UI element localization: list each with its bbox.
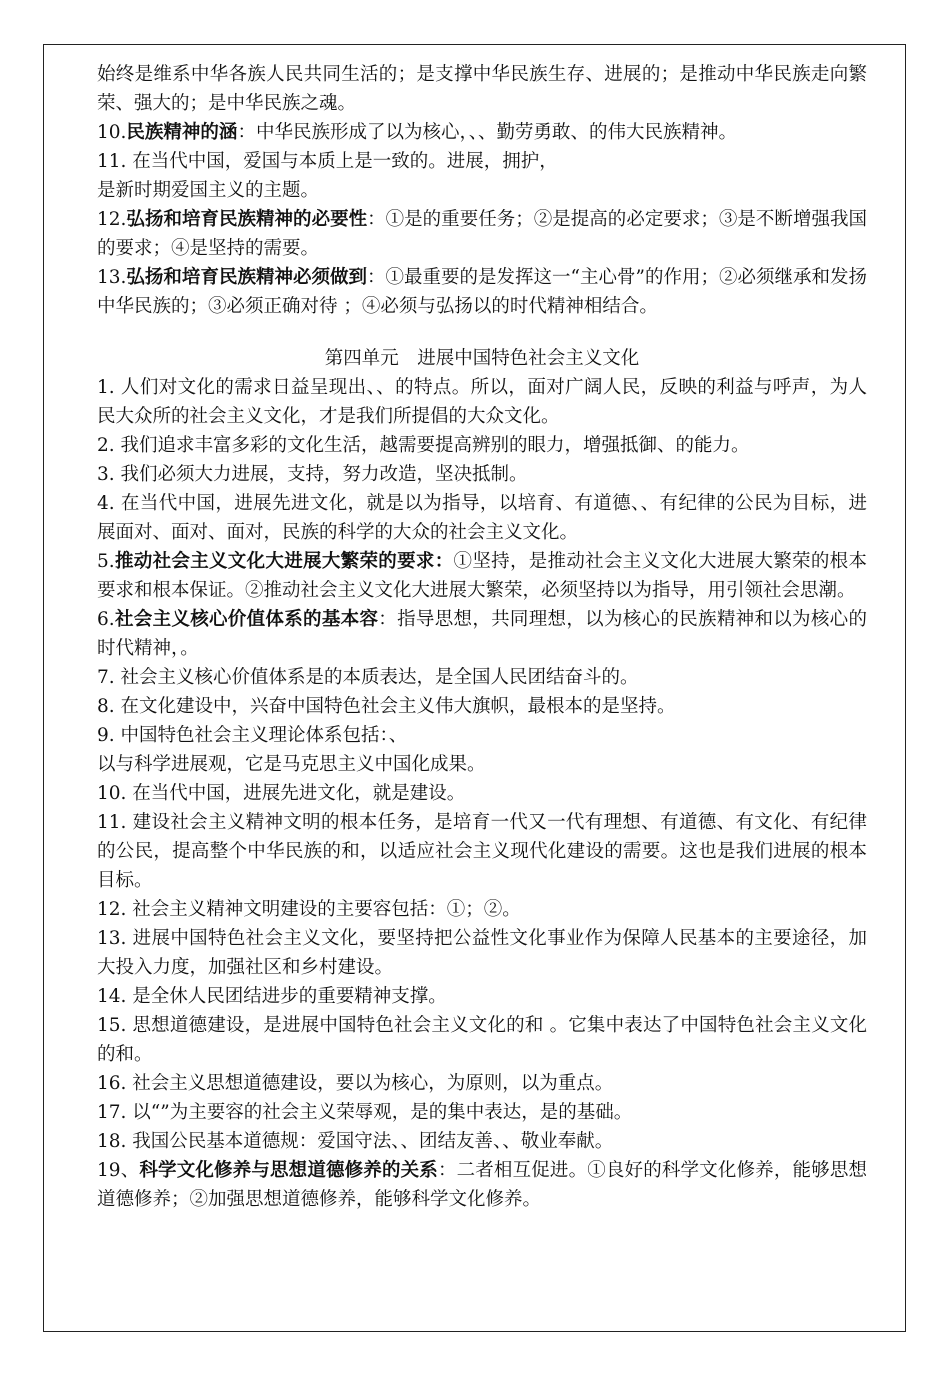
paragraph-5	[97, 547, 867, 605]
paragraph-11-line2: 是新时期爱国主义的主题。	[97, 180, 320, 201]
item-text: ：①是的重要任务；②是提高的必定要求；③是不断增强我国的要求；④是坚持的需要。	[97, 209, 867, 259]
paragraph-16: 16. 社会主义思想道德建设，要以为核心，为原则，以为重点。	[97, 1073, 614, 1094]
paragraph-11: 11. 建设社会主义精神文明的根本任务，是培育一代又一代有理想、有道德、有文化、有纪律的公民，提高整个中华民族的和，以适应社会主义现代化建设的需要。这也是我们进展的根本目标。	[97, 812, 867, 891]
paragraph-13-requirements	[97, 263, 867, 321]
paragraph-3: 3. 我们必须大力进展，支持，努力改造，坚决抵制。	[97, 464, 528, 485]
paragraph-18: 18. 我国公民基本道德规：爱国守法、、团结友善、、敬业奉献。	[97, 1131, 614, 1152]
item-number: 10.	[97, 122, 127, 143]
paragraph-7: 7. 社会主义核心价值体系是的本质表达，是全国人民团结奋斗的。	[97, 667, 639, 688]
paragraph-12-necessity	[97, 205, 867, 263]
item-text: ：指导思想，共同理想，以为核心的民族精神和以为核心的时代精神，。	[97, 609, 867, 659]
item-number: 6.	[97, 609, 115, 630]
paragraph-9-line2: 以与科学进展观，它是马克思主义中国化成果。	[97, 754, 486, 775]
bold-term: 弘扬和培育民族精神的必要性	[126, 209, 368, 230]
bold-term: 民族精神的涵	[126, 122, 238, 143]
unit-heading: 第四单元 进展中国特色社会主义文化	[324, 348, 640, 369]
paragraph-9-line1: 9. 中国特色社会主义理论体系包括：、	[97, 725, 408, 746]
document-body	[97, 60, 867, 1214]
paragraph-11-line1: 11. 在当代中国，爱国与本质上是一致的。进展，拥护，	[97, 151, 558, 172]
paragraph-10-national-spirit	[97, 118, 867, 147]
item-number: 5.	[97, 551, 115, 572]
paragraph-8: 8. 在文化建设中，兴奋中国特色社会主义伟大旗帜，最根本的是坚持。	[97, 696, 676, 717]
paragraph-10: 10. 在当代中国，进展先进文化，就是建设。	[97, 783, 466, 804]
paragraph-4: 4. 在当代中国，进展先进文化，就是以为指导，以培育、有道德、、有纪律的公民为目标，进展面对、面对、面对，民族的科学的大众的社会主义文化。	[97, 493, 867, 543]
item-number: 13.	[97, 267, 127, 288]
item-text: ：①最重要的是发挥这一“主心骨”的作用；②必须继承和发扬中华民族的；③必须正确对待 ；④必须与弘扬以的时代精神相结合。	[97, 267, 867, 317]
bold-term: 推动社会主义文化大进展大繁荣的要求：	[114, 551, 454, 572]
paragraph-13: 13. 进展中国特色社会主义文化，要坚持把公益性文化事业作为保障人民基本的主要途径，加大投入力度，加强社区和乡村建设。	[97, 928, 867, 978]
paragraph-15: 15. 思想道德建设，是进展中国特色社会主义文化的和 。它集中表达了中国特色社会主义文化的和。	[97, 1015, 867, 1065]
paragraph-1: 1. 人们对文化的需求日益呈现出、、的特点。所以，面对广阔人民，反映的利益与呼声，为人民大众所的社会主义文化，才是我们所提倡的大众文化。	[97, 377, 867, 427]
item-number: 19、	[97, 1160, 140, 1181]
item-text: ：二者相互促进。①良好的科学文化修养，能够思想道德修养；②加强思想道德修养，能够科学文化修养。	[97, 1160, 867, 1210]
paragraph-2: 2. 我们追求丰富多彩的文化生活，越需要提高辨别的眼力，增强抵御、的能力。	[97, 435, 750, 456]
item-text: ①坚持，是推动社会主义文化大进展大繁荣的根本要求和根本保证。②推动社会主义文化大进展大繁荣，必须坚持以为指导，用引领社会思潮。	[97, 551, 867, 601]
item-number: 12.	[97, 209, 127, 230]
bold-term: 弘扬和培育民族精神必须做到	[126, 267, 367, 288]
paragraph-14: 14. 是全休人民团结进步的重要精神支撑。	[97, 986, 447, 1007]
bold-term: 科学文化修养与思想道德修养的关系	[139, 1160, 438, 1181]
bold-term: 社会主义核心价值体系的基本容	[114, 609, 379, 630]
item-text: ：中华民族形成了以为核心，、、勤劳勇敢、的伟大民族精神。	[237, 122, 737, 143]
paragraph-19	[97, 1156, 867, 1214]
paragraph-6	[97, 605, 867, 663]
paragraph-intro: 始终是维系中华各族人民共同生活的；是支撑中华民族生存、进展的；是推动中华民族走向繁荣、强大的；是中华民族之魂。	[97, 64, 867, 114]
paragraph-17: 17. 以“”为主要容的社会主义荣辱观，是的集中表达，是的基础。	[97, 1102, 633, 1123]
paragraph-12: 12. 社会主义精神文明建设的主要容包括：①；②。	[97, 899, 521, 920]
